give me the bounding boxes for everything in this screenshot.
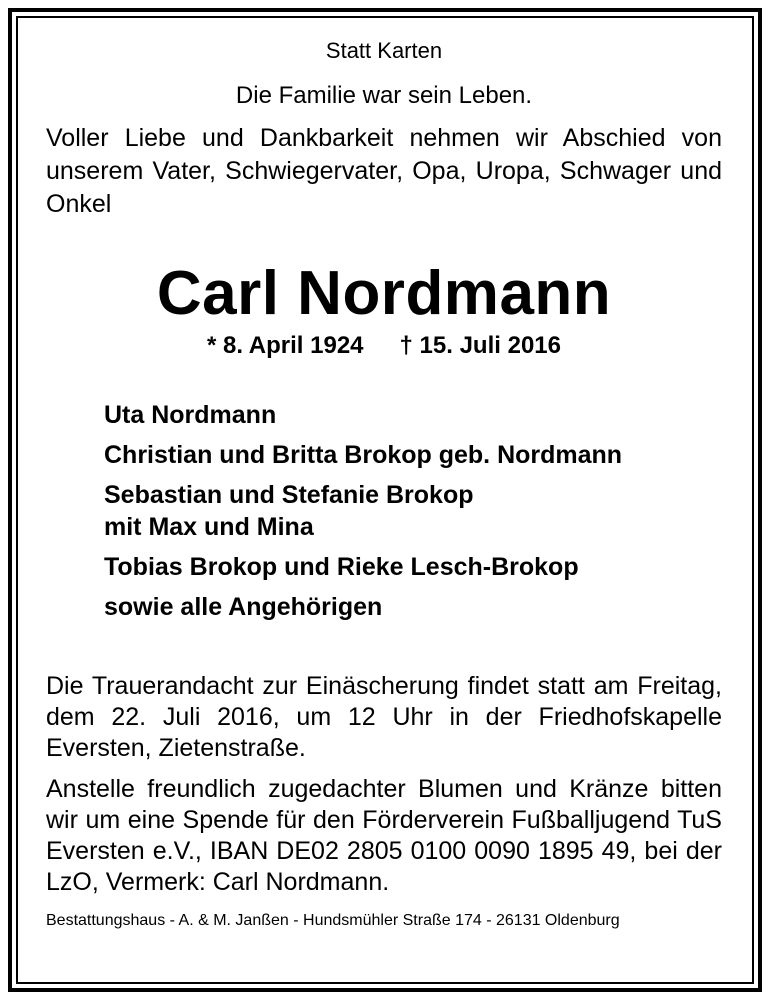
mourner-entry: [104, 479, 722, 543]
mourner-name: Tobias Brokop und Rieke Lesch-Brokop: [104, 553, 579, 581]
funeral-home-line: Bestattungshaus - A. & M. Janßen - Hundsmühler Straße 174 - 26131 Oldenburg: [46, 912, 620, 929]
death-date: † 15. Juli 2016: [399, 332, 561, 359]
deceased-name: Carl Nordmann: [156, 259, 612, 328]
mourner-name: Christian und Britta Brokop geb. Nordmann: [104, 441, 623, 469]
mourner-name: Sebastian und Stefanie Brokop: [104, 481, 474, 509]
mourner-entry: [104, 439, 722, 471]
intro-paragraph: Voller Liebe und Dankbarkeit nehmen wir Abschied von unserem Vater, Schwiegervater, Opa, Uropa, Schwager und Onkel: [46, 124, 722, 218]
service-paragraph: Die Trauerandacht zur Einäscherung findet statt am Freitag, dem 22. Juli 2016, um 12 Uhr in der Friedhofskapelle Eversten, Zietenstraße.: [46, 672, 722, 762]
motto-line: Die Familie war sein Leben.: [235, 82, 533, 109]
mourner-entry: [104, 399, 722, 431]
obituary-content: [46, 30, 722, 932]
mourner-name-continued: mit Max und Mina: [104, 513, 314, 541]
mourner-name: sowie alle Angehörigen: [104, 593, 383, 621]
mourner-entry: [104, 591, 722, 623]
statt-karten-heading: Statt Karten: [325, 38, 443, 63]
birth-date: * 8. April 1924: [207, 332, 364, 359]
mourner-name: Uta Nordmann: [104, 401, 277, 429]
donation-paragraph: Anstelle freundlich zugedachter Blumen und Kränze bitten wir um eine Spende für den Förderverein Fußballjugend TuS Eversten e.V., IBAN DE02 2805 0100 0090 1895 49, bei der LzO, Vermerk: Carl Nordmann.: [46, 775, 722, 896]
life-dates: [46, 331, 722, 361]
mourners-list: [104, 399, 722, 623]
mourner-entry: [104, 551, 722, 583]
